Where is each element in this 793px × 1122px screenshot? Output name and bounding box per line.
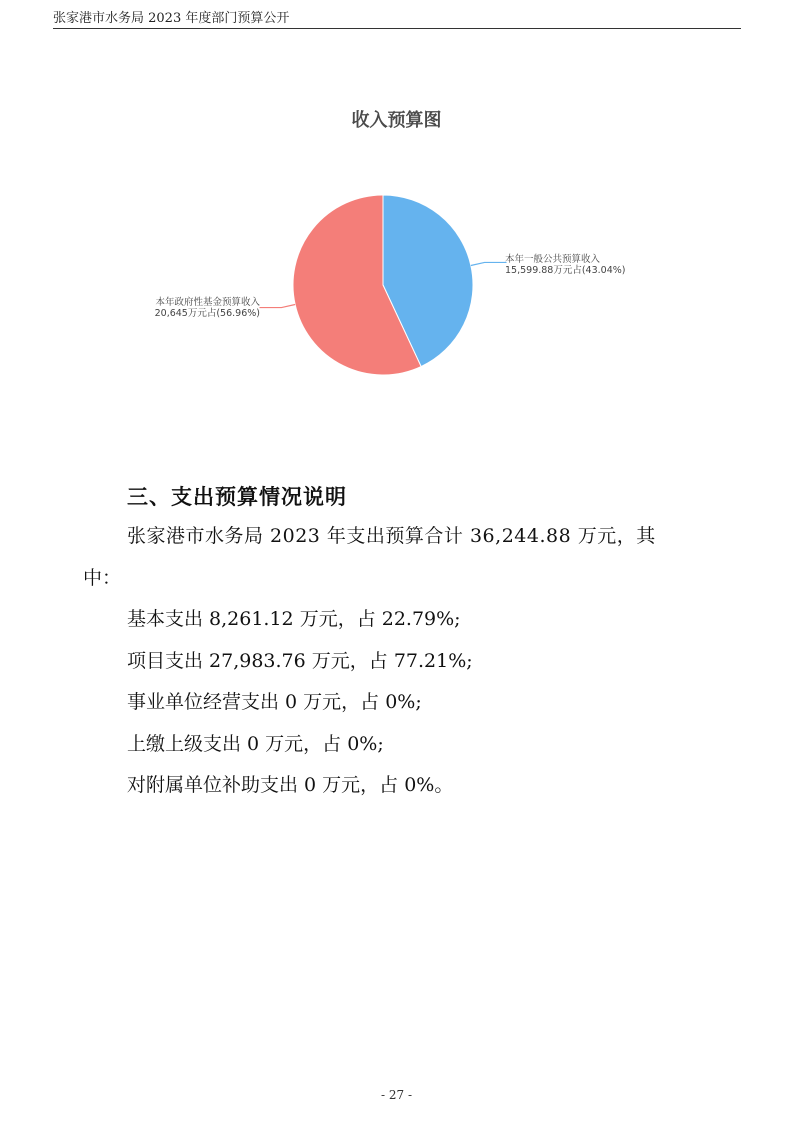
- slice-label-general-budget-name: 本年一般公共预算收入: [505, 254, 601, 265]
- income-budget-pie-chart: [0, 0, 793, 420]
- expense-item-business: 事业单位经营支出 0 万元，占 0%;: [127, 691, 422, 713]
- slice-label-general-budget-value: 15,599.88万元占(43.04%): [505, 265, 626, 276]
- expense-item-subsidy: 对附属单位补助支出 0 万元，占 0%。: [127, 774, 454, 796]
- expense-item-remit: 上缴上级支出 0 万元，占 0%;: [127, 733, 384, 755]
- pie-slice-general-budget-leader-line: [471, 262, 507, 265]
- page-header: 张家港市水务局 2023 年度部门预算公开: [53, 10, 741, 29]
- intro-line-2: 中：: [83, 567, 122, 589]
- slice-label-fund-budget-value: 20,645万元占(56.96%): [154, 308, 260, 319]
- intro-line-1: 张家港市水务局 2023 年支出预算合计 36,244.88 万元，其: [127, 525, 656, 547]
- slice-label-fund-budget-name: 本年政府性基金预算收入: [155, 297, 260, 308]
- section-title: 三、支出预算情况说明: [127, 485, 347, 509]
- pie-slice-fund-budget-leader-line: [259, 305, 295, 308]
- slice-label-fund-budget: [150, 297, 260, 319]
- page-number: - 27 -: [380, 1088, 412, 1102]
- expense-item-project: 项目支出 27,983.76 万元，占 77.21%;: [127, 650, 473, 672]
- slice-label-general-budget: [505, 254, 626, 276]
- chart-title: 收入预算图: [351, 110, 442, 131]
- expense-item-basic: 基本支出 8,261.12 万元，占 22.79%;: [127, 608, 461, 630]
